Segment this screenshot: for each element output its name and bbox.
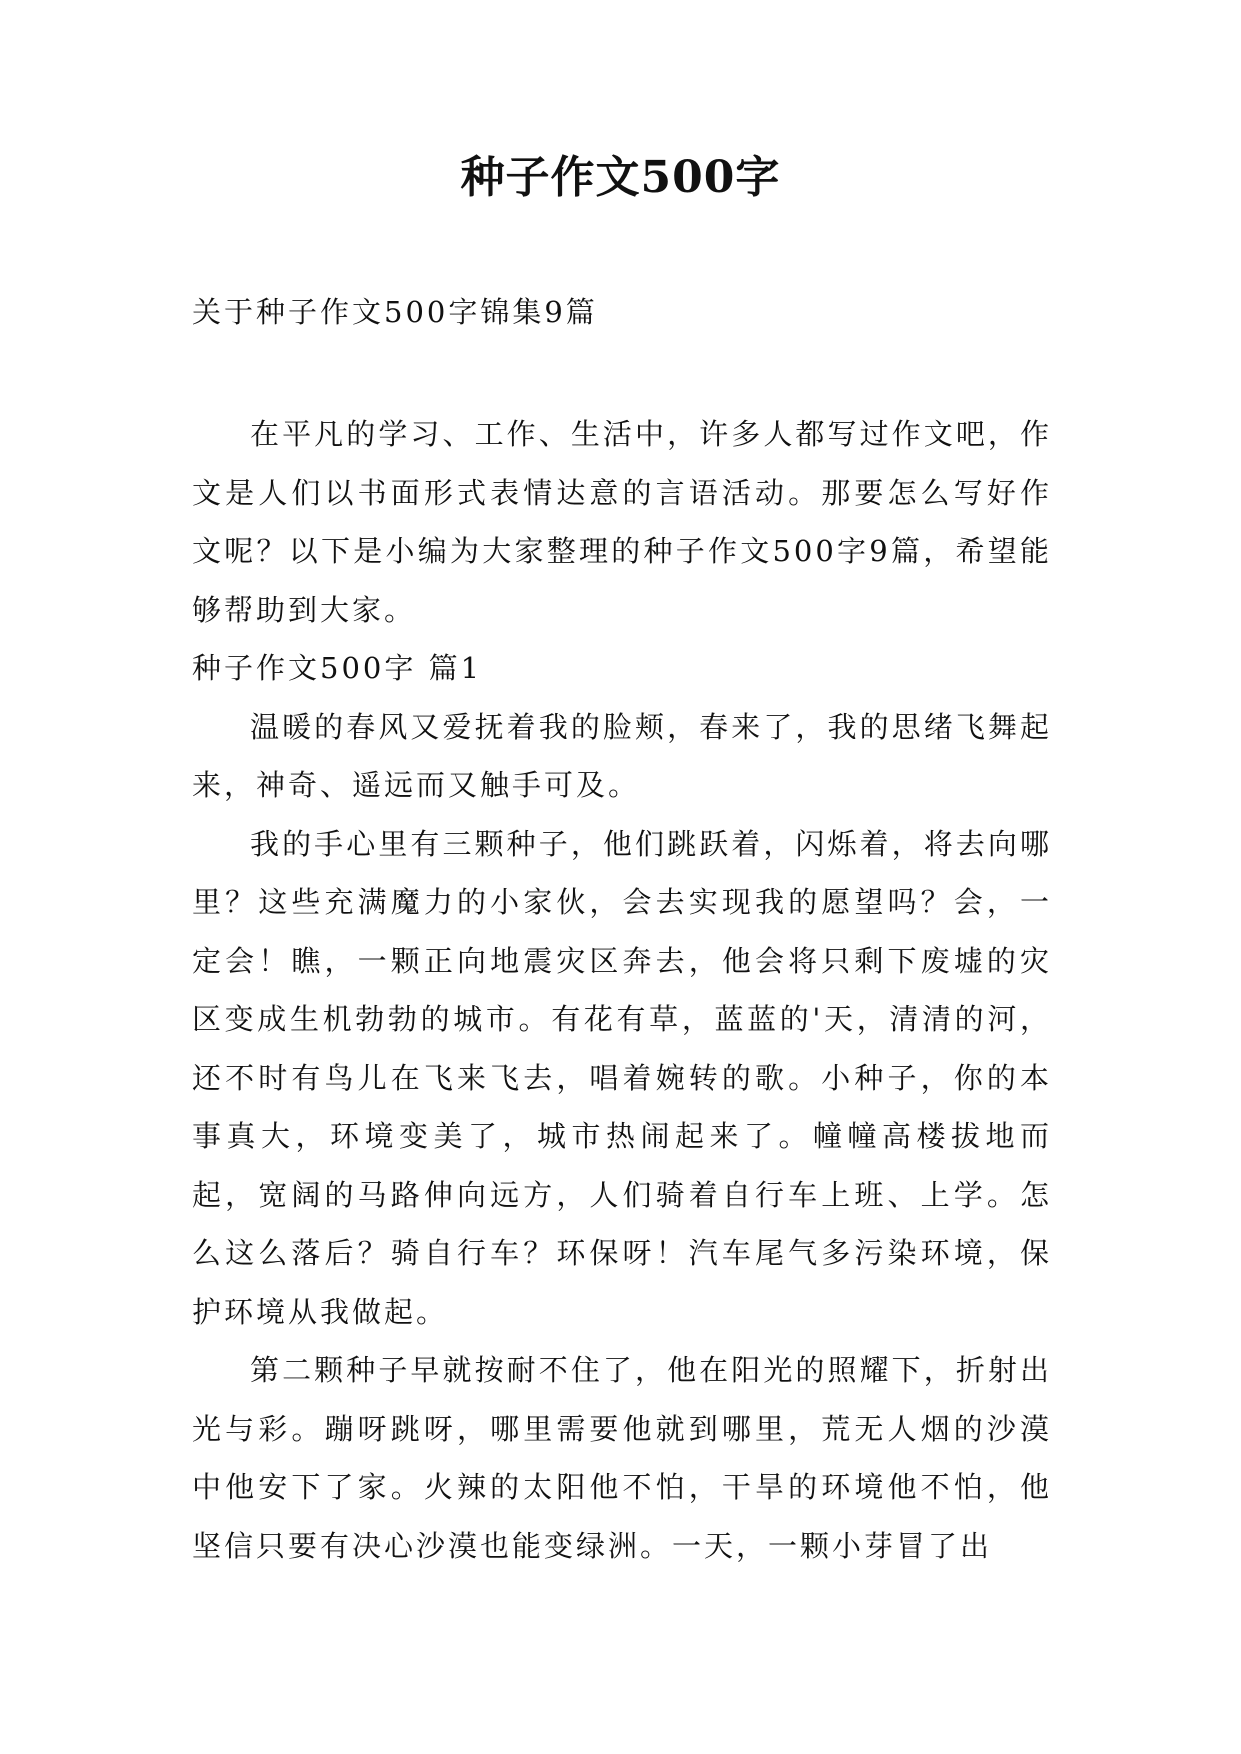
body-paragraph: 第二颗种子早就按耐不住了，他在阳光的照耀下，折射出光与彩。蹦呀跳呀，哪里需要他就到哪里，荒无人烟的沙漠中他安下了家。火辣的太阳他不怕，干旱的环境他不怕，他坚信只要有决心沙漠也能变绿洲。一天，一颗小芽冒了出 xyxy=(192,1353,1052,1563)
body-paragraph: 温暖的春风又爱抚着我的脸颊，春来了，我的思绪飞舞起来，神奇、遥远而又触手可及。 xyxy=(192,709,1052,802)
intro-paragraph: 在平凡的学习、工作、生活中，许多人都写过作文吧，作文是人们以书面形式表情达意的言语活动。那要怎么写好作文呢？以下是小编为大家整理的种子作文500字9篇，希望能够帮助到大家。 xyxy=(192,417,1052,627)
document-subtitle: 关于种子作文500字锦集9篇 xyxy=(192,295,598,329)
body-paragraph: 我的手心里有三颗种子，他们跳跃着，闪烁着，将去向哪里？这些充满魔力的小家伙，会去实现我的愿望吗？会，一定会！瞧，一颗正向地震灾区奔去，他会将只剩下废墟的灾区变成生机勃勃的城市。有花有草，蓝蓝的'天，清清的河，还不时有鸟儿在飞来飞去，唱着婉转的歌。小种子，你的本事真大，环境变美了，城市热闹起来了。幢幢高楼拔地而起，宽阔的马路伸向远方，人们骑着自行车上班、上学。怎么这么落后？骑自行车？环保呀！汽车尾气多污染环境，保护环境从我做起。 xyxy=(192,826,1052,1329)
document-title: 种子作文500字 xyxy=(460,152,781,203)
document-body xyxy=(192,405,1052,1575)
section-heading: 种子作文500字 篇1 xyxy=(192,651,483,685)
